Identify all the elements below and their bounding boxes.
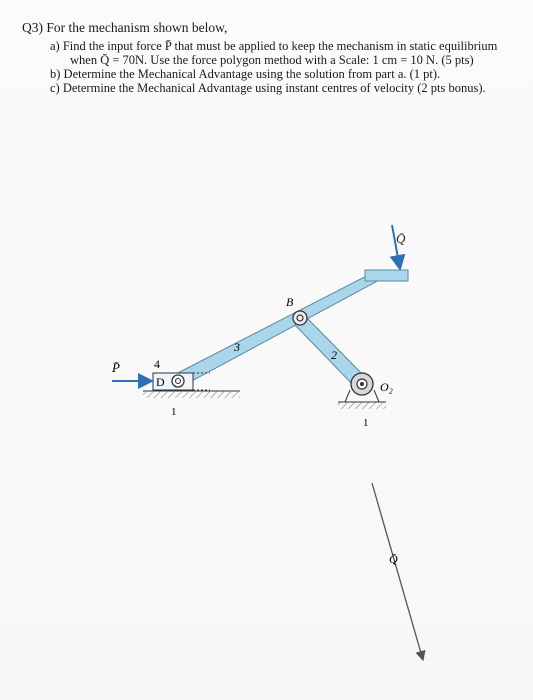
label-ground-left: 1 xyxy=(171,406,177,418)
label-d: D xyxy=(156,375,165,389)
label-link-3: 3 xyxy=(234,340,240,354)
label-q-bottom: Q̄ xyxy=(389,552,398,566)
part-c: c) Determine the Mechanical Advantage using instant centres of velocity (2 pts bonus). xyxy=(50,81,486,95)
question-header: Q3) For the mechanism shown below, xyxy=(22,20,228,35)
link-3-end-plate xyxy=(365,270,408,281)
label-link-2: 2 xyxy=(331,348,337,362)
part-a-line1: a) Find the input force P̄ that must be applied to keep the mechanism in static equilibrium xyxy=(50,39,498,53)
label-q-top: Q̄ xyxy=(396,231,406,246)
part-a-line2: when Q̄ = 70N. Use the force polygon method with a Scale: 1 cm = 10 N. (5 pts) xyxy=(70,53,474,67)
ground-slider xyxy=(143,391,240,398)
label-p: P̄ xyxy=(112,360,120,375)
label-ground-right: 1 xyxy=(363,417,369,429)
part-b: b) Determine the Mechanical Advantage using the solution from part a. (1 pt). xyxy=(50,67,441,81)
force-polygon-q-vector xyxy=(372,483,423,660)
pin-d-icon xyxy=(172,375,184,387)
label-o2: O₂ xyxy=(380,380,393,394)
pin-b-icon xyxy=(293,311,307,325)
label-link-4: 4 xyxy=(154,357,160,371)
ground-o2 xyxy=(338,402,386,409)
label-b: B xyxy=(286,295,294,309)
